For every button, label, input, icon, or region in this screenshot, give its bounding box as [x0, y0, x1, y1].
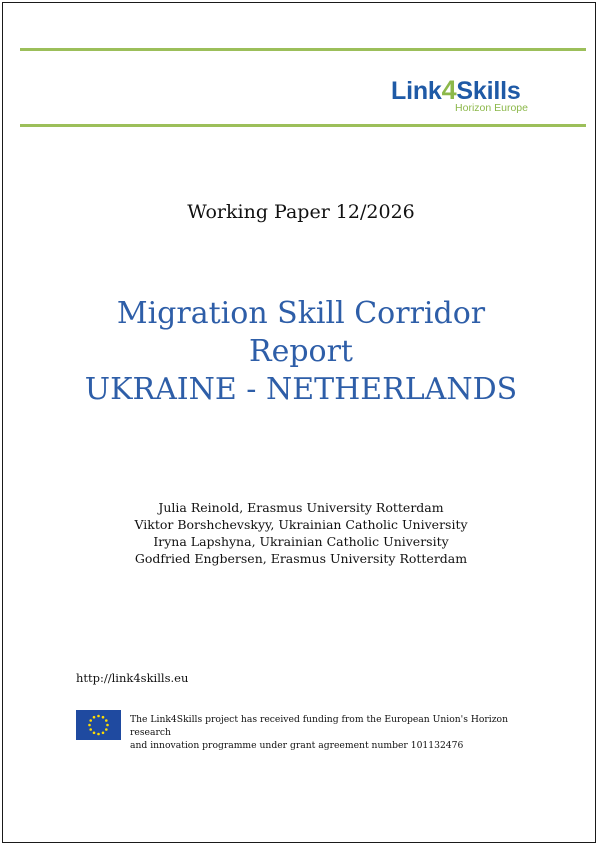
- logo-wordmark: Link4Skills: [391, 75, 521, 105]
- title-line-2: Report: [248, 334, 353, 369]
- author-item: Julia Reinold, Erasmus University Rotterdam: [158, 500, 444, 515]
- eu-flag-stars: [76, 710, 121, 740]
- website-link[interactable]: http://link4skills.eu: [76, 671, 189, 685]
- link4skills-logo: [391, 75, 541, 115]
- header-rule-bottom: [20, 124, 586, 127]
- funding-line-2: and innovation programme under grant agreement number 101132476: [130, 740, 464, 751]
- funding-line-1: The Link4Skills project has received funding from the European Union's Horizon research: [130, 714, 508, 738]
- title-line-1: Migration Skill Corridor: [116, 296, 486, 331]
- document-page: [2, 2, 596, 843]
- author-item: Iryna Lapshyna, Ukrainian Catholic University: [153, 534, 449, 549]
- working-paper-number: Working Paper 12/2026: [187, 201, 415, 223]
- title-line-3: UKRAINE - NETHERLANDS: [84, 372, 518, 407]
- report-title: [3, 295, 599, 409]
- author-list: [3, 499, 599, 567]
- funding-statement: [130, 713, 550, 752]
- header-rule-top: [20, 48, 586, 51]
- eu-flag-icon: [76, 710, 121, 740]
- logo-subtitle: Horizon Europe: [455, 102, 528, 114]
- author-item: Godfried Engbersen, Erasmus University Rotterdam: [134, 551, 468, 566]
- author-item: Viktor Borshchevskyy, Ukrainian Catholic University: [134, 517, 468, 532]
